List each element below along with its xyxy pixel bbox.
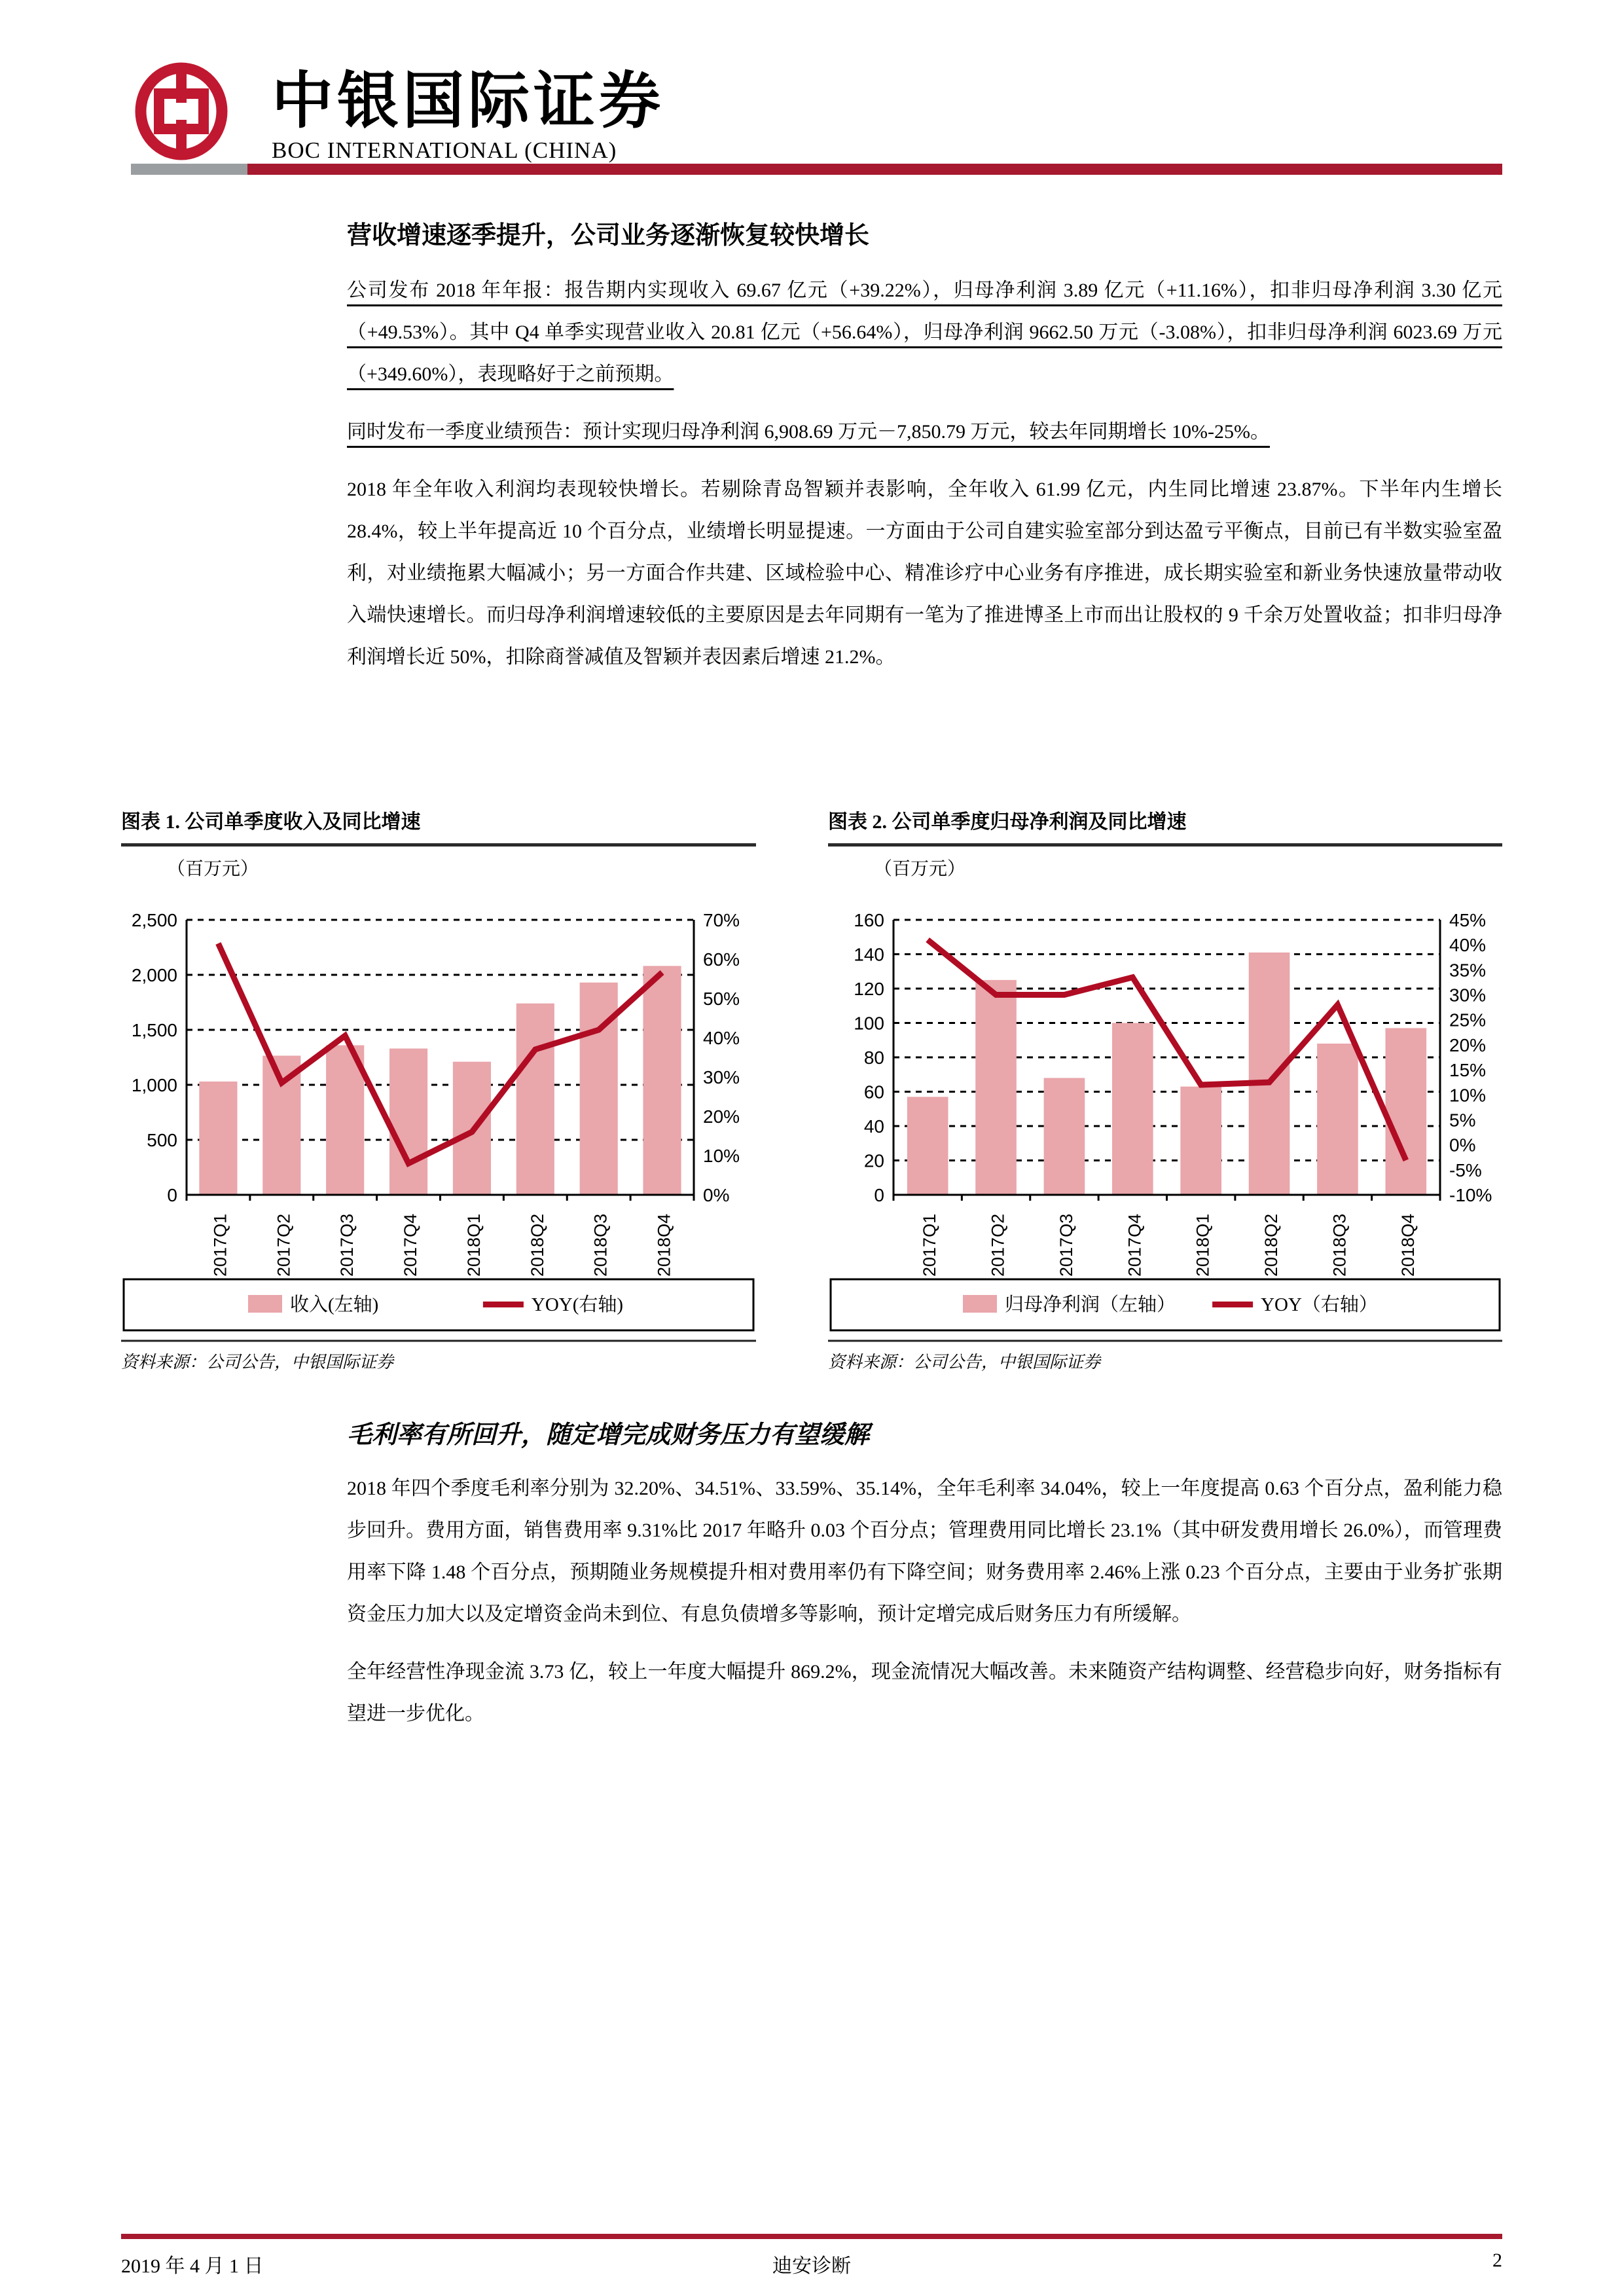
svg-text:收入(左轴): 收入(左轴) [290,1294,379,1315]
boc-logo-icon [134,62,232,160]
svg-text:60%: 60% [703,949,740,970]
footer-doc-title: 迪安诊断 [772,2255,851,2277]
header-divider-red [247,164,1502,175]
svg-text:35%: 35% [1449,960,1487,981]
svg-text:120: 120 [854,979,884,999]
section2-paragraph-1: 2018 年四个季度毛利率分别为 32.20%、34.51%、33.59%、35.14%，全年毛利率 34.04%，较上一年度提高 0.63 个百分点，盈利能力稳步回升。费用方面，销售费用率 9.31%比 2017 年略升 0.03 个百分点；管理费用同比增长 23.1%（其中研发费用增长 26.0%），而管理费用率下降 1.48 个百分点，预期随业务规模提升相对费用率仍有下降空间；财务费用率 2.46%上涨 0.23 个百分点，主要由于业务扩张期资金压力加大以及定增资金尚未到位、有息负债增多等影响，预计定增完成后财务压力有所缓解。 [347,1478,1502,1625]
svg-text:-10%: -10% [1449,1185,1492,1205]
svg-text:80: 80 [863,1048,884,1068]
header-divider-gray [131,164,247,175]
section2-body [347,1468,1502,1751]
svg-text:20%: 20% [1449,1034,1487,1055]
svg-text:（百万元）: （百万元） [874,859,966,879]
svg-text:1,000: 1,000 [131,1075,177,1095]
figure2-chart [828,851,1502,1343]
svg-text:2018Q4: 2018Q4 [1398,1213,1418,1277]
svg-text:10%: 10% [703,1146,740,1166]
brand-block [272,67,665,163]
svg-text:60: 60 [863,1082,884,1102]
svg-text:25%: 25% [1449,1010,1487,1030]
svg-text:2017Q2: 2017Q2 [274,1213,294,1277]
svg-text:1,500: 1,500 [131,1020,177,1040]
svg-text:0: 0 [874,1185,884,1205]
footer-date: 2019 年 4 月 1 日 [121,2255,264,2277]
svg-text:500: 500 [147,1130,177,1150]
svg-text:40%: 40% [1449,935,1487,956]
svg-text:YOY（右轴）: YOY（右轴） [1261,1294,1378,1315]
svg-text:2017Q1: 2017Q1 [920,1213,940,1277]
section1-paragraph-2: 同时发布一季度业绩预告：预计实现归母净利润 6,908.69 万元－7,850.79 万元，较去年同期增长 10%-25%。 [347,421,1270,443]
figure1-chart [121,851,756,1343]
svg-text:2,500: 2,500 [131,910,177,930]
svg-text:0%: 0% [703,1185,730,1205]
svg-text:2018Q4: 2018Q4 [654,1213,674,1277]
svg-text:50%: 50% [703,989,740,1009]
svg-text:2017Q4: 2017Q4 [401,1213,421,1277]
svg-text:0: 0 [167,1185,177,1205]
figure1-source: 资料来源：公司公告，中银国际证券 [121,1353,394,1372]
svg-text:2017Q3: 2017Q3 [337,1213,357,1277]
svg-text:2017Q1: 2017Q1 [210,1213,230,1277]
svg-text:2018Q1: 2018Q1 [463,1213,484,1277]
svg-text:15%: 15% [1449,1060,1487,1081]
brand-name-cn: 中银国际证券 [272,67,665,136]
svg-text:YOY(右轴): YOY(右轴) [531,1294,624,1315]
svg-text:（百万元）: （百万元） [167,859,259,879]
svg-text:40%: 40% [703,1028,740,1048]
figure1-title: 图表 1. 公司单季度收入及同比增速 [121,805,756,847]
svg-text:2018Q2: 2018Q2 [527,1213,547,1277]
svg-text:45%: 45% [1449,910,1487,930]
footer-divider [121,2234,1502,2239]
svg-text:归母净利润（左轴）: 归母净利润（左轴） [1005,1294,1176,1315]
svg-text:10%: 10% [1449,1085,1487,1106]
svg-text:2018Q2: 2018Q2 [1261,1213,1282,1277]
svg-text:2017Q2: 2017Q2 [988,1213,1008,1277]
figure2-source: 资料来源：公司公告，中银国际证券 [828,1353,1101,1372]
figure2-title: 图表 2. 公司单季度归母净利润及同比增速 [828,805,1502,847]
section1-body [347,270,1502,694]
svg-text:100: 100 [854,1013,884,1034]
svg-text:2018Q3: 2018Q3 [1329,1213,1350,1277]
section2-paragraph-2: 全年经营性净现金流 3.73 亿，较上一年度大幅提升 869.2%，现金流情况大幅改善。未来随资产结构调整、经营稳步向好，财务指标有望进一步优化。 [347,1661,1502,1724]
svg-text:5%: 5% [1449,1110,1476,1131]
svg-text:-5%: -5% [1449,1159,1482,1180]
svg-text:0%: 0% [1449,1135,1476,1156]
section1-paragraph-3: 2018 年全年收入利润均表现较快增长。若剔除青岛智颖并表影响，全年收入 61.99 亿元，内生同比增速 23.87%。下半年内生增长 28.4%，较上半年提高近 10 个百分点，业绩增长明显提速。一方面由于公司自建实验室部分到达盈亏平衡点，目前已有半数实验室盈利，对业绩拖累大幅减小；另一方面合作共建、区域检验中心、精准诊疗中心业务有序推进，成长期实验室和新业务快速放量带动收入端快速增长。而归母净利润增速较低的主要原因是去年同期有一笔为了推进博圣上市而出让股权的 9 千余万处置收益；扣非归母净利润增长近 50%，扣除商誉减值及智颖并表因素后增速 21.2%。 [347,479,1502,668]
svg-text:2018Q3: 2018Q3 [590,1213,611,1277]
footer-page-number: 2 [1492,2250,1502,2271]
svg-text:70%: 70% [703,910,740,930]
svg-text:2017Q4: 2017Q4 [1125,1213,1145,1277]
svg-text:30%: 30% [1449,985,1487,1006]
svg-text:20: 20 [863,1150,884,1171]
svg-text:2,000: 2,000 [131,965,177,985]
svg-text:2017Q3: 2017Q3 [1056,1213,1076,1277]
section1-paragraph-1: 公司发布 2018 年年报：报告期内实现收入 69.67 亿元（+39.22%），归母净利润 3.89 亿元（+11.16%），扣非归母净利润 3.30 亿元（+49.53%）。其中 Q4 单季实现营业收入 20.81 亿元（+56.64%），归母净利润 9662.50 万元（-3.08%），扣非归母净利润 6023.69 万元（+349.60%），表现略好于之前预期。 [347,280,1502,385]
section2-title: 毛利率有所回升，随定增完成财务压力有望缓解 [347,1421,870,1449]
svg-text:40: 40 [863,1116,884,1137]
section1-title: 营收增速逐季提升，公司业务逐渐恢复较快增长 [347,222,870,249]
svg-text:20%: 20% [703,1106,740,1127]
svg-text:2018Q1: 2018Q1 [1193,1213,1213,1277]
svg-text:30%: 30% [703,1067,740,1087]
brand-name-en: BOC INTERNATIONAL (CHINA) [272,137,617,163]
svg-text:140: 140 [854,944,884,965]
svg-text:160: 160 [854,910,884,930]
